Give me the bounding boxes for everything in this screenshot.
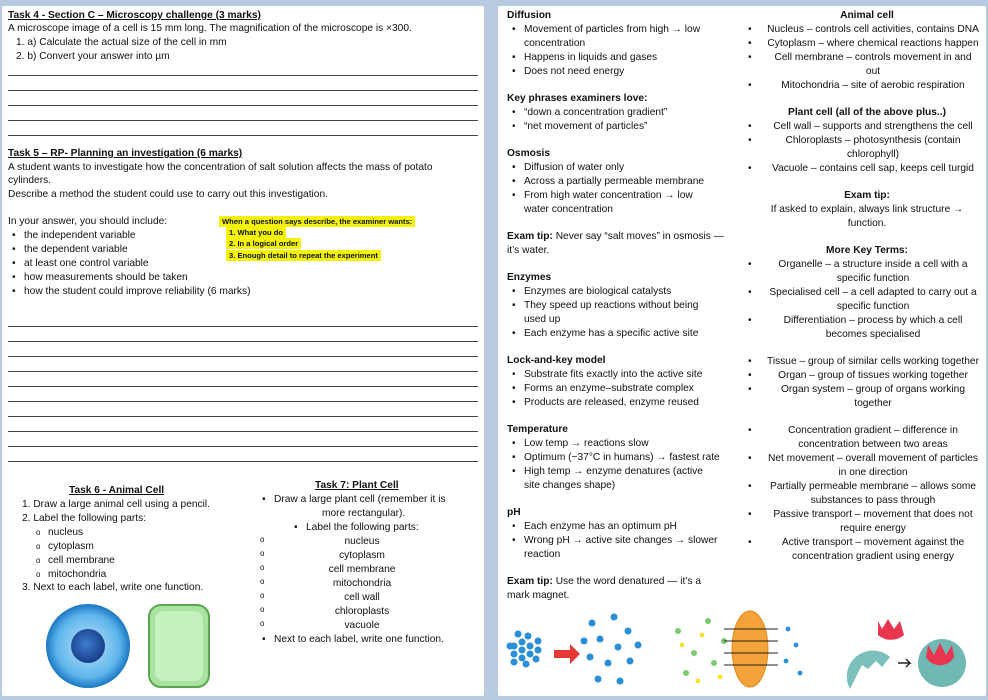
term-item: • Tissue – group of similar cells working together [760, 355, 986, 369]
term-item-cont: require energy [840, 523, 906, 534]
term-item: • Active transport – movement against the [760, 536, 986, 550]
task6-title: Task 6 - Animal Cell [69, 485, 165, 496]
right-revision-panel [498, 6, 986, 696]
term-item: • Passive transport – movement that does not [760, 508, 986, 522]
enzymes-item: • Enzymes are biological catalysts [524, 285, 671, 299]
exam-tip-3-label: Exam tip: [844, 190, 890, 201]
osmosis-item: • From high water concentration → low [524, 189, 693, 203]
plant-item: • Cell wall – supports and strengthens the cell [760, 120, 986, 134]
temperature-item: • Low temp → reactions slow [524, 437, 649, 451]
animal-item: • Nucleus – controls cell activities, contains DNA [760, 23, 986, 37]
temperature-item: • Optimum (~37°C in humans) → fastest rate [524, 451, 720, 465]
term-item: • Differentiation – process by which a cell [760, 314, 986, 328]
ph-item-cont: reaction [524, 549, 561, 560]
task5-title: Task 5 – RP- Planning an investigation (6 marks) [8, 148, 243, 159]
term-item-cont: in one direction [838, 467, 908, 478]
term-item-cont: becomes specialised [825, 329, 921, 340]
task7-part: nucleus [344, 536, 380, 547]
keyphrase-item: • “down a concentration gradient” [524, 106, 667, 120]
enzymes-title: Enzymes [507, 272, 552, 283]
answer-line [8, 371, 478, 372]
plant-cell-icon [149, 605, 209, 687]
term-item-cont: substances to pass through [810, 495, 936, 506]
term-item-cont: specific function [836, 273, 910, 284]
osmosis-title: Osmosis [507, 148, 551, 159]
task5-intro1: A student wants to investigate how the concentration of salt solution affects the mass of potato [8, 162, 433, 173]
task6-part: o nucleus [48, 526, 83, 540]
term-item: • Specialised cell – a cell adapted to carry out a [760, 286, 986, 300]
animal-cell-title: Animal cell [840, 10, 894, 21]
exam-tip-1-cont: it’s water. [507, 245, 550, 256]
task5-bullet: • at least one control variable [24, 257, 149, 271]
enzyme-lock-key-icon [847, 619, 966, 689]
task4-q1: 1. a) Calculate the actual size of the cell in mm [16, 37, 227, 48]
task7-part: chloroplasts [334, 606, 390, 617]
keyphrases-title: Key phrases examiners love: [507, 93, 648, 104]
task6-part: o cytoplasm [48, 540, 94, 554]
term-item-cont: concentration between two areas [798, 439, 948, 450]
left-worksheet-panel: Task 4 - Section C – Microscopy challenge (3 marks) A microscope image of a cell is 15 mm long. The magnification of the microscope is ×300. 1. a) Calculate the actual size of the cell in mm 2. b) Convert your answer into µm Task 5 – RP- Planning an investigation (6 marks) A student wants to investigate how the concentration of salt solution affects the mass of potato cylinders. Describe a method the student could use to carry out this investigation. In your answer, you should include: • the independent variable • the dependent variable • at least one control variable • how measurements should be taken • how the student could improve reliability (6 marks) When a question says describe, the examiner wants: 1. What you do 2. In a logical order 3. Enough detail to repeat the experiment Task 6 - Animal Cell 1. Draw a large animal cell using a pencil. 2. Label the following parts: o nucleus o cytoplasm o cell membrane o mitochondria 3. Next to each label, write one function. Task 7: Plant Cell • Draw a large plant cell (remember it is more rectangular). • Label the following parts: nucleus cytoplasm cell membrane mitochondria cell wall chloroplasts vacuole • Next to each label, write one function. o o o o o o o [2, 6, 484, 696]
task5-intro2: cylinders. [8, 175, 52, 186]
ph-title: pH [507, 507, 521, 518]
term-item-cont: specific function [836, 301, 910, 312]
plant-item: • Vacuole – contains cell sap, keeps cell turgid [760, 162, 986, 176]
cell-illustrations [42, 602, 222, 692]
plant-cell-title: Plant cell (all of the above plus..) [788, 107, 946, 118]
term-item-cont: concentration gradient using energy [792, 551, 954, 562]
task7-part: vacuole [344, 620, 380, 631]
task7-bullet: • Draw a large plant cell (remember it is [274, 493, 446, 507]
task5-intro3: Describe a method the student could use to carry out this investigation. [8, 189, 328, 200]
ph-item: • Wrong pH → active site changes → slower [524, 534, 717, 548]
task7-title: Task 7: Plant Cell [315, 480, 399, 491]
task6-step2: 2. Label the following parts: [22, 513, 147, 524]
examiner-tip-highlight: When a question says describe, the examiner wants: [219, 216, 415, 227]
answer-line [8, 431, 478, 432]
term-item-cont: together [854, 398, 892, 409]
task7-bullet: • Next to each label, write one function. [274, 633, 444, 647]
answer-line [8, 416, 478, 417]
answer-line [8, 401, 478, 402]
exam-tip-2-cont: mark magnet. [507, 590, 570, 601]
lockkey-title: Lock-and-key model [507, 355, 606, 366]
task6-step1: 1. Draw a large animal cell using a pencil. [22, 499, 210, 510]
lockkey-item: • Forms an enzyme–substrate complex [524, 382, 694, 396]
osmosis-item-cont: water concentration [524, 204, 613, 215]
task6-part: o cell membrane [48, 554, 115, 568]
answer-line [8, 461, 478, 462]
term-item: • Organelle – a structure inside a cell with a [760, 258, 986, 272]
answer-line [8, 326, 478, 327]
animal-item-cont: out [865, 66, 881, 77]
diffusion-item: • Happens in liquids and gases [524, 51, 657, 65]
term-item: • Organ – group of tissues working together [760, 369, 986, 383]
temperature-title: Temperature [507, 424, 568, 435]
diffusion-item: • Movement of particles from high → low [524, 23, 700, 37]
key-terms-title: More Key Terms: [826, 245, 908, 256]
osmosis-item: • Diffusion of water only [524, 161, 624, 175]
examiner-tip-item: 3. Enough detail to repeat the experiment [226, 250, 381, 261]
diffusion-item: • Does not need energy [524, 65, 624, 79]
diffusion-title: Diffusion [507, 10, 552, 21]
task7-part: cytoplasm [339, 550, 385, 561]
task7-bullet-cont: more rectangular). [322, 508, 406, 519]
answer-line [8, 120, 478, 121]
task5-bullet: • the independent variable [24, 229, 136, 243]
diffusion-item-cont: concentration [524, 38, 586, 49]
answer-line [8, 356, 478, 357]
answer-line [8, 135, 478, 136]
diffusion-particles-icon [507, 631, 542, 668]
plant-item-cont: chlorophyll) [846, 149, 900, 160]
task5-bullet: • how the student could improve reliability (6 marks) [24, 285, 250, 299]
exam-tip-1: Exam tip: Never say “salt moves” in osmosis — [507, 231, 724, 242]
task4-q2: 2. b) Convert your answer into µm [16, 51, 170, 62]
task5-bullet: • the dependent variable [24, 243, 128, 257]
examiner-tip-item: 2. In a logical order [226, 238, 301, 249]
answer-line [8, 105, 478, 106]
animal-item: • Cell membrane – controls movement in and [760, 51, 986, 65]
exam-tip-3: If asked to explain, always link structure → [770, 204, 964, 215]
task6-step3: 3. Next to each label, write one function. [22, 582, 204, 593]
lockkey-item: • Products are released, enzyme reused [524, 396, 699, 410]
term-item: • Concentration gradient – difference in [760, 424, 986, 438]
answer-line [8, 446, 478, 447]
temperature-item: • High temp → enzyme denatures (active [524, 465, 703, 479]
enzymes-item-cont: used up [524, 314, 561, 325]
answer-line [8, 341, 478, 342]
animal-item: • Mitochondria – site of aerobic respiration [760, 79, 986, 93]
arrow-icon [554, 644, 580, 664]
term-item: • Partially permeable membrane – allows some [760, 480, 986, 494]
answer-line [8, 386, 478, 387]
spread-particles-icon [581, 614, 642, 685]
keyphrase-item: • “net movement of particles” [524, 120, 647, 134]
enzymes-item: • Each enzyme has a specific active site [524, 327, 698, 341]
animal-item: • Cytoplasm – where chemical reactions happen [760, 37, 986, 51]
ph-item: • Each enzyme has an optimum pH [524, 520, 677, 534]
task5-include: In your answer, you should include: [8, 216, 168, 227]
task5-bullet: • how measurements should be taken [24, 271, 188, 285]
enzymes-item: • They speed up reactions without being [524, 299, 698, 313]
task6-part: o mitochondria [48, 568, 106, 582]
examiner-tip-item: 1. What you do [226, 227, 286, 238]
animal-cell-icon [46, 604, 130, 688]
plant-item: • Chloroplasts – photosynthesis (contain [760, 134, 986, 148]
exam-tip-3-cont: function. [847, 218, 887, 229]
transport-enzyme-illustrations [498, 601, 986, 696]
task7-bullet: • Label the following parts: [306, 521, 419, 535]
task7-part: mitochondria [332, 578, 392, 589]
task4-title: Task 4 - Section C – Microscopy challenge (3 marks) [8, 10, 261, 21]
answer-line [8, 90, 478, 91]
task7-part: cell wall [344, 592, 380, 603]
exam-tip-2: Exam tip: Use the word denatured — it’s a [507, 576, 702, 587]
term-item: • Net movement – overall movement of particles [760, 452, 986, 466]
membrane-transport-icon [675, 611, 802, 687]
task7-part: cell membrane [328, 564, 396, 575]
term-item: • Organ system – group of organs working [760, 383, 986, 397]
temperature-item-cont: site changes shape) [524, 480, 616, 491]
lockkey-item: • Substrate fits exactly into the active site [524, 368, 702, 382]
answer-line [8, 75, 478, 76]
osmosis-item: • Across a partially permeable membrane [524, 175, 704, 189]
task4-intro: A microscope image of a cell is 15 mm long. The magnification of the microscope is ×300. [8, 23, 412, 34]
